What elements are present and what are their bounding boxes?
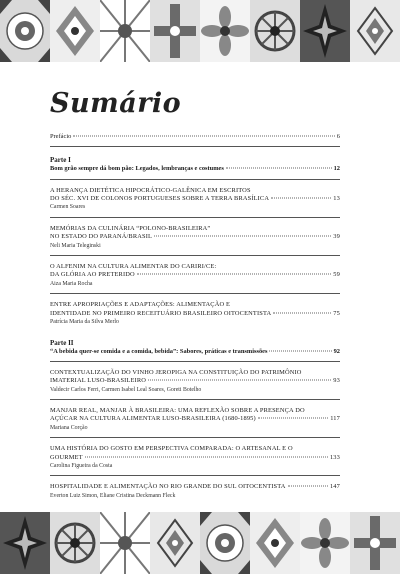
page-title: Sumário — [50, 88, 182, 119]
entry-title: MEMÓRIAS DA CULINÁRIA “POLONO-BRASILEIRA” — [50, 224, 211, 232]
tile-star-icon — [300, 0, 350, 62]
table-of-contents — [50, 133, 340, 538]
page-number: 133 — [329, 453, 340, 461]
leader-dots — [226, 168, 332, 169]
entry-title: MANJAR REAL, MANJAR À BRASILEIRA: UMA REFLEXÃO SOBRE A PRESENÇA DO — [50, 407, 305, 415]
leader-dots — [271, 198, 331, 199]
entry-title: A HERANÇA DIETÉTICA HIPOCRÁTICO-GALÊNICA EM ESCRITOS — [50, 186, 251, 194]
toc-entry[interactable] — [50, 483, 340, 500]
part-heading[interactable] — [50, 165, 340, 173]
divider — [50, 146, 340, 147]
tile-flower-icon — [300, 512, 350, 574]
divider — [50, 361, 340, 362]
part-heading-text: Bom grão sempre dá bom pão: Legados, lembranças e costumes — [50, 165, 224, 173]
leader-dots — [288, 486, 328, 487]
bottom-tile-border — [0, 512, 400, 574]
page-number: 6 — [336, 133, 340, 140]
entry-title: GOURMET — [50, 453, 83, 461]
entry-author: Mariana Corção — [50, 424, 88, 431]
divider — [50, 255, 340, 256]
divider — [50, 475, 340, 476]
leader-dots — [137, 274, 332, 275]
entry-author: Aiza Maria Rocha — [50, 280, 93, 287]
toc-preface[interactable] — [50, 133, 340, 141]
leader-dots — [148, 380, 331, 381]
tile-medallion-icon — [50, 0, 100, 62]
part-label: Parte I — [50, 156, 71, 165]
toc-entry[interactable] — [50, 225, 340, 250]
toc-entry[interactable] — [50, 187, 340, 212]
page-number: 92 — [333, 347, 340, 355]
entry-title: AÇÚCAR NA CULTURA ALIMENTAR LUSO-BRASILEIRA (1680-1895) — [50, 415, 256, 423]
entry-title: ENTRE APROPRIAÇÕES E ADAPTAÇÕES: ALIMENTAÇÃO E — [50, 301, 231, 309]
entry-title: HOSPITALIDADE E ALIMENTAÇÃO NO RIO GRANDE DO SUL OITOCENTISTA — [50, 483, 286, 491]
toc-entry[interactable] — [50, 369, 340, 394]
page-number: 13 — [333, 195, 340, 203]
tile-diamond-icon — [150, 512, 200, 574]
page-number: 147 — [329, 483, 340, 491]
toc-entry[interactable] — [50, 301, 340, 326]
tile-diamond-icon — [350, 0, 400, 62]
page-number: 117 — [330, 415, 340, 423]
part-heading[interactable] — [50, 348, 340, 356]
entry-title: IMATERIAL LUSO-BRASILEIRO — [50, 377, 146, 385]
toc-entry[interactable] — [50, 263, 340, 288]
tile-wheel-icon — [50, 512, 100, 574]
tile-medallion-icon — [250, 512, 300, 574]
tile-rosette-icon — [0, 0, 50, 62]
entry-title: DA GLÓRIA AO PRETERIDO — [50, 271, 135, 279]
page-number: 59 — [333, 271, 340, 279]
leader-dots — [154, 236, 331, 237]
page-number: 75 — [333, 309, 340, 317]
entry-author: Everton Luiz Simon, Eliane Cristina Deckmann Fleck — [50, 492, 176, 499]
toc-entry[interactable] — [50, 445, 340, 470]
tile-flower-icon — [200, 0, 250, 62]
divider — [50, 179, 340, 180]
entry-title: UMA HISTÓRIA DO GOSTO EM PERSPECTIVA COMPARADA: O ARTESANAL E O — [50, 445, 293, 453]
entry-title: CONTEXTUALIZAÇÃO DO VINHO JEROPIGA NA CONSTITUIÇÃO DO PATRIMÔNIO — [50, 368, 302, 376]
entry-author: Carmen Soares — [50, 204, 86, 211]
entry-author: Neli Maria Teleginski — [50, 242, 101, 249]
entry-title: NO ESTADO DO PARANÁ/BRASIL — [50, 233, 153, 241]
tile-lattice-icon — [100, 0, 150, 62]
tile-star-icon — [0, 512, 50, 574]
entry-author: Carolina Figueira da Costa — [50, 462, 113, 469]
toc-entry[interactable] — [50, 407, 340, 432]
tile-rosette-icon — [200, 512, 250, 574]
tile-wheel-icon — [250, 0, 300, 62]
leader-dots — [73, 136, 335, 137]
entry-title: DO SÉC. XVI DE COLONOS PORTUGUESES SOBRE A TERRA BRASÍLICA — [50, 195, 270, 203]
leader-dots — [258, 418, 328, 419]
page-number: 93 — [333, 377, 340, 385]
divider — [50, 293, 340, 294]
tile-cross-icon — [150, 0, 200, 62]
divider — [50, 399, 340, 400]
top-tile-border — [0, 0, 400, 62]
tile-cross-icon — [350, 512, 400, 574]
leader-dots — [273, 312, 331, 313]
entry-title: O ALFENIM NA CULTURA ALIMENTAR DO CARIRI/CE: — [50, 263, 217, 271]
entry-author: Patrícia Maria da Silva Merlo — [50, 318, 119, 325]
leader-dots — [85, 456, 328, 457]
part-label: Parte II — [50, 338, 74, 347]
preface-label: Prefácio — [50, 133, 72, 140]
tile-lattice-icon — [100, 512, 150, 574]
leader-dots — [269, 350, 331, 351]
entry-author: Valdecir Carlos Ferri, Carmen Isabel Leal Soares, Goreti Botelho — [50, 386, 202, 393]
entry-title: IDENTIDADE NO PRIMEIRO RECEITUÁRIO BRASILEIRO OITOCENTISTA — [50, 309, 272, 317]
divider — [50, 437, 340, 438]
page-number: 39 — [333, 233, 340, 241]
divider — [50, 217, 340, 218]
page-number: 12 — [333, 165, 340, 173]
part-heading-text: “A bebida quer-se comida e a comida, bebida”: Sabores, práticas e transmissões — [50, 347, 268, 355]
